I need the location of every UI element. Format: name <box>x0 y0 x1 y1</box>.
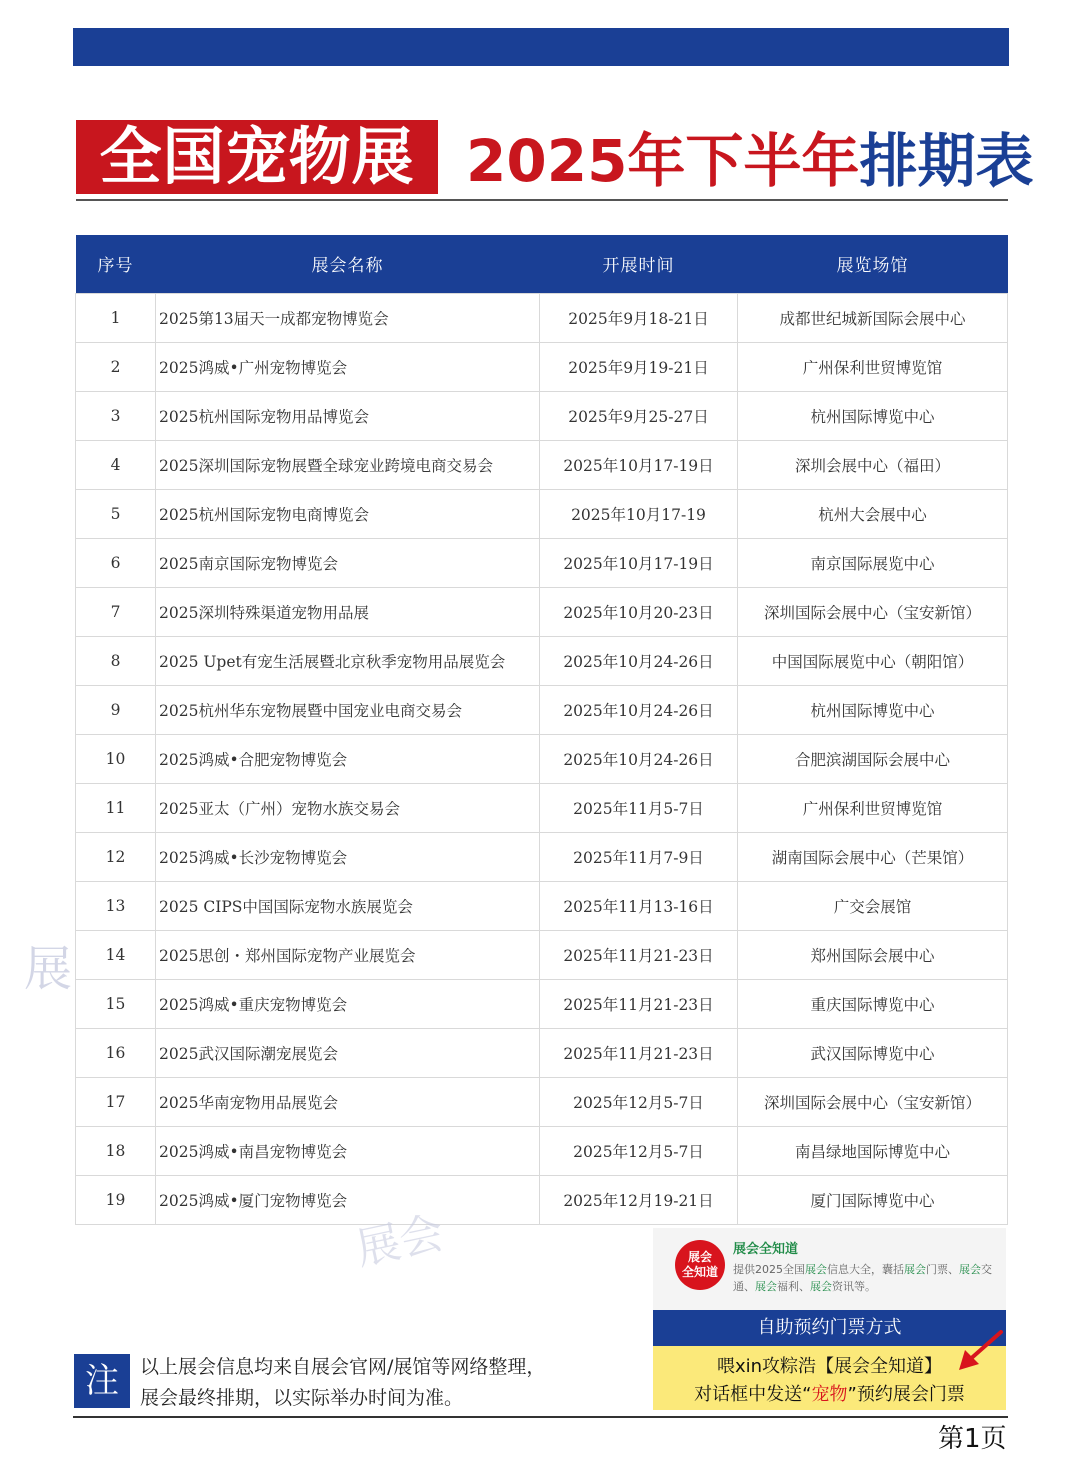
table-row <box>76 293 1008 342</box>
table-row <box>76 342 1008 391</box>
cell-no: 13 <box>76 881 156 930</box>
table-row <box>76 1028 1008 1077</box>
cell-no: 4 <box>76 440 156 489</box>
cell-name: 2025南京国际宠物博览会 <box>156 538 540 587</box>
table-row <box>76 391 1008 440</box>
cell-no: 7 <box>76 587 156 636</box>
cell-date: 2025年11月5-7日 <box>540 783 738 832</box>
header-name: 展会名称 <box>311 256 384 277</box>
promo-desc-6: 资讯等。 <box>832 1280 876 1293</box>
cell-venue: 广州保利世贸博览馆 <box>738 342 1008 391</box>
cell-name: 2025杭州国际宠物电商博览会 <box>156 489 540 538</box>
cell-no: 16 <box>76 1028 156 1077</box>
watermark-center: 展会 <box>351 1207 449 1276</box>
table-row <box>76 979 1008 1028</box>
cell-venue: 郑州国际会展中心 <box>738 930 1008 979</box>
watermark-left: 展 <box>24 941 73 997</box>
cell-date: 2025年10月20-23日 <box>540 587 738 636</box>
schedule-table-wrap <box>75 235 1007 1225</box>
cell-venue: 深圳会展中心（福田） <box>738 440 1008 489</box>
cell-name: 2025深圳特殊渠道宠物用品展 <box>156 587 540 636</box>
cell-name: 2025鸿威•合肥宠物博览会 <box>156 734 540 783</box>
table-row <box>76 783 1008 832</box>
cell-name: 2025杭州华东宠物展暨中国宠业电商交易会 <box>156 685 540 734</box>
cell-name: 2025武汉国际潮宠展览会 <box>156 1028 540 1077</box>
cell-date: 2025年10月24-26日 <box>540 734 738 783</box>
table-header-row <box>76 235 1008 293</box>
title-year-blue: 排期表 <box>859 127 1034 195</box>
table-row <box>76 538 1008 587</box>
cell-name: 2025鸿威•广州宠物博览会 <box>156 342 540 391</box>
cell-no: 17 <box>76 1077 156 1126</box>
promo-line2-pre: 对话框中发送“ <box>694 1384 812 1405</box>
promo-ticket-banner: 自助预约门票方式 <box>653 1310 1006 1346</box>
promo-desc-4: 交通、 <box>733 1263 992 1293</box>
cell-date: 2025年10月24-26日 <box>540 685 738 734</box>
note-text <box>140 1352 545 1414</box>
cell-date: 2025年10月17-19 <box>540 489 738 538</box>
promo-keyword: 宠物 <box>811 1384 848 1405</box>
promo-line2-post: ”预约展会门票 <box>847 1384 965 1405</box>
cell-name: 2025 Upet有宠生活展暨北京秋季宠物用品展览会 <box>156 636 540 685</box>
cell-date: 2025年9月25-27日 <box>540 391 738 440</box>
promo-desc-hl-4: 展会 <box>755 1280 777 1293</box>
cell-no: 1 <box>76 293 156 342</box>
promo-desc-hl-1: 展会 <box>805 1263 827 1276</box>
table-row <box>76 832 1008 881</box>
title-divider <box>76 199 1008 201</box>
promo-panel <box>653 1228 1006 1410</box>
cell-date: 2025年10月24-26日 <box>540 636 738 685</box>
cell-venue: 湖南国际会展中心（芒果馆） <box>738 832 1008 881</box>
cell-venue: 杭州国际博览中心 <box>738 685 1008 734</box>
cell-date: 2025年10月17-19日 <box>540 440 738 489</box>
cell-venue: 合肥滨湖国际会展中心 <box>738 734 1008 783</box>
cell-venue: 中国国际展览中心（朝阳馆） <box>738 636 1008 685</box>
cell-no: 10 <box>76 734 156 783</box>
arrow-icon <box>953 1328 1005 1378</box>
promo-desc-2: 信息大全，囊括 <box>827 1263 904 1276</box>
table-row <box>76 636 1008 685</box>
cell-venue: 厦门国际博览中心 <box>738 1175 1008 1224</box>
table-row <box>76 489 1008 538</box>
cell-date: 2025年11月21-23日 <box>540 1028 738 1077</box>
promo-account-name: 展会全知道 <box>733 1242 799 1257</box>
cell-date: 2025年12月5-7日 <box>540 1126 738 1175</box>
page-title <box>466 126 1033 196</box>
promo-desc-1: 提供2025全国 <box>733 1263 805 1276</box>
cell-no: 18 <box>76 1126 156 1175</box>
cell-name: 2025 CIPS中国国际宠物水族展览会 <box>156 881 540 930</box>
cell-name: 2025鸿威•重庆宠物博览会 <box>156 979 540 1028</box>
cell-date: 2025年9月18-21日 <box>540 293 738 342</box>
top-banner-bar <box>73 28 1009 66</box>
cell-date: 2025年11月21-23日 <box>540 979 738 1028</box>
promo-logo <box>675 1240 725 1290</box>
table-row <box>76 685 1008 734</box>
promo-logo-line-2: 全知道 <box>681 1265 718 1279</box>
table-row <box>76 1175 1008 1224</box>
cell-no: 19 <box>76 1175 156 1224</box>
cell-venue: 深圳国际会展中心（宝安新馆） <box>738 1077 1008 1126</box>
table-row <box>76 930 1008 979</box>
promo-desc-hl-3: 展会 <box>959 1263 981 1276</box>
cell-date: 2025年9月19-21日 <box>540 342 738 391</box>
schedule-table <box>75 235 1008 1225</box>
cell-name: 2025思创・郑州国际宠物产业展览会 <box>156 930 540 979</box>
footer-divider <box>73 1416 1008 1418</box>
title-highlight: 全国宠物展 <box>99 120 415 193</box>
promo-description <box>733 1261 995 1295</box>
table-row <box>76 1077 1008 1126</box>
promo-card <box>653 1228 1006 1310</box>
note-label: 注 <box>74 1354 130 1408</box>
promo-desc-3: 门票、 <box>926 1263 959 1276</box>
cell-date: 2025年12月19-21日 <box>540 1175 738 1224</box>
cell-name: 2025第13届天一成都宠物博览会 <box>156 293 540 342</box>
cell-date: 2025年11月13-16日 <box>540 881 738 930</box>
cell-venue: 杭州国际博览中心 <box>738 391 1008 440</box>
page-number: 第1页 <box>938 1424 1007 1454</box>
cell-venue: 广州保利世贸博览馆 <box>738 783 1008 832</box>
cell-venue: 成都世纪城新国际会展中心 <box>738 293 1008 342</box>
cell-no: 12 <box>76 832 156 881</box>
cell-no: 9 <box>76 685 156 734</box>
cell-date: 2025年12月5-7日 <box>540 1077 738 1126</box>
header-date: 开展时间 <box>602 256 675 277</box>
cell-date: 2025年10月17-19日 <box>540 538 738 587</box>
cell-name: 2025亚太（广州）宠物水族交易会 <box>156 783 540 832</box>
cell-venue: 杭州大会展中心 <box>738 489 1008 538</box>
cell-venue: 南昌绿地国际博览中心 <box>738 1126 1008 1175</box>
header-venue: 展览场馆 <box>836 256 909 277</box>
cell-no: 14 <box>76 930 156 979</box>
cell-name: 2025华南宠物用品展览会 <box>156 1077 540 1126</box>
cell-venue: 南京国际展览中心 <box>738 538 1008 587</box>
title-year-red: 2025年下半年 <box>466 127 860 195</box>
cell-venue: 武汉国际博览中心 <box>738 1028 1008 1077</box>
cell-no: 11 <box>76 783 156 832</box>
cell-name: 2025杭州国际宠物用品博览会 <box>156 391 540 440</box>
table-row <box>76 440 1008 489</box>
promo-instruction-line-1: 喂xin攻粽浩【展会全知道】 <box>716 1356 943 1377</box>
header-no: 序号 <box>97 256 134 277</box>
table-row <box>76 1126 1008 1175</box>
table-row <box>76 587 1008 636</box>
cell-no: 6 <box>76 538 156 587</box>
promo-desc-hl-5: 展会 <box>810 1280 832 1293</box>
cell-no: 2 <box>76 342 156 391</box>
cell-name: 2025鸿威•南昌宠物博览会 <box>156 1126 540 1175</box>
cell-venue: 重庆国际博览中心 <box>738 979 1008 1028</box>
cell-no: 3 <box>76 391 156 440</box>
table-row <box>76 734 1008 783</box>
cell-no: 8 <box>76 636 156 685</box>
table-body <box>76 293 1008 1224</box>
table-row <box>76 881 1008 930</box>
cell-name: 2025鸿威•长沙宠物博览会 <box>156 832 540 881</box>
note-line-2: 展会最终排期，以实际举办时间为准。 <box>140 1387 464 1409</box>
cell-date: 2025年11月21-23日 <box>540 930 738 979</box>
promo-desc-5: 福利、 <box>777 1280 810 1293</box>
promo-desc-hl-2: 展会 <box>904 1263 926 1276</box>
cell-name: 2025鸿威•厦门宠物博览会 <box>156 1175 540 1224</box>
cell-date: 2025年11月7-9日 <box>540 832 738 881</box>
promo-instruction-line-2 <box>653 1380 1006 1406</box>
cell-no: 15 <box>76 979 156 1028</box>
cell-no: 5 <box>76 489 156 538</box>
cell-venue: 广交会展馆 <box>738 881 1008 930</box>
cell-name: 2025深圳国际宠物展暨全球宠业跨境电商交易会 <box>156 440 540 489</box>
cell-venue: 深圳国际会展中心（宝安新馆） <box>738 587 1008 636</box>
promo-logo-line-1: 展会 <box>687 1250 712 1264</box>
note-line-1: 以上展会信息均来自展会官网/展馆等网络整理， <box>140 1356 546 1378</box>
